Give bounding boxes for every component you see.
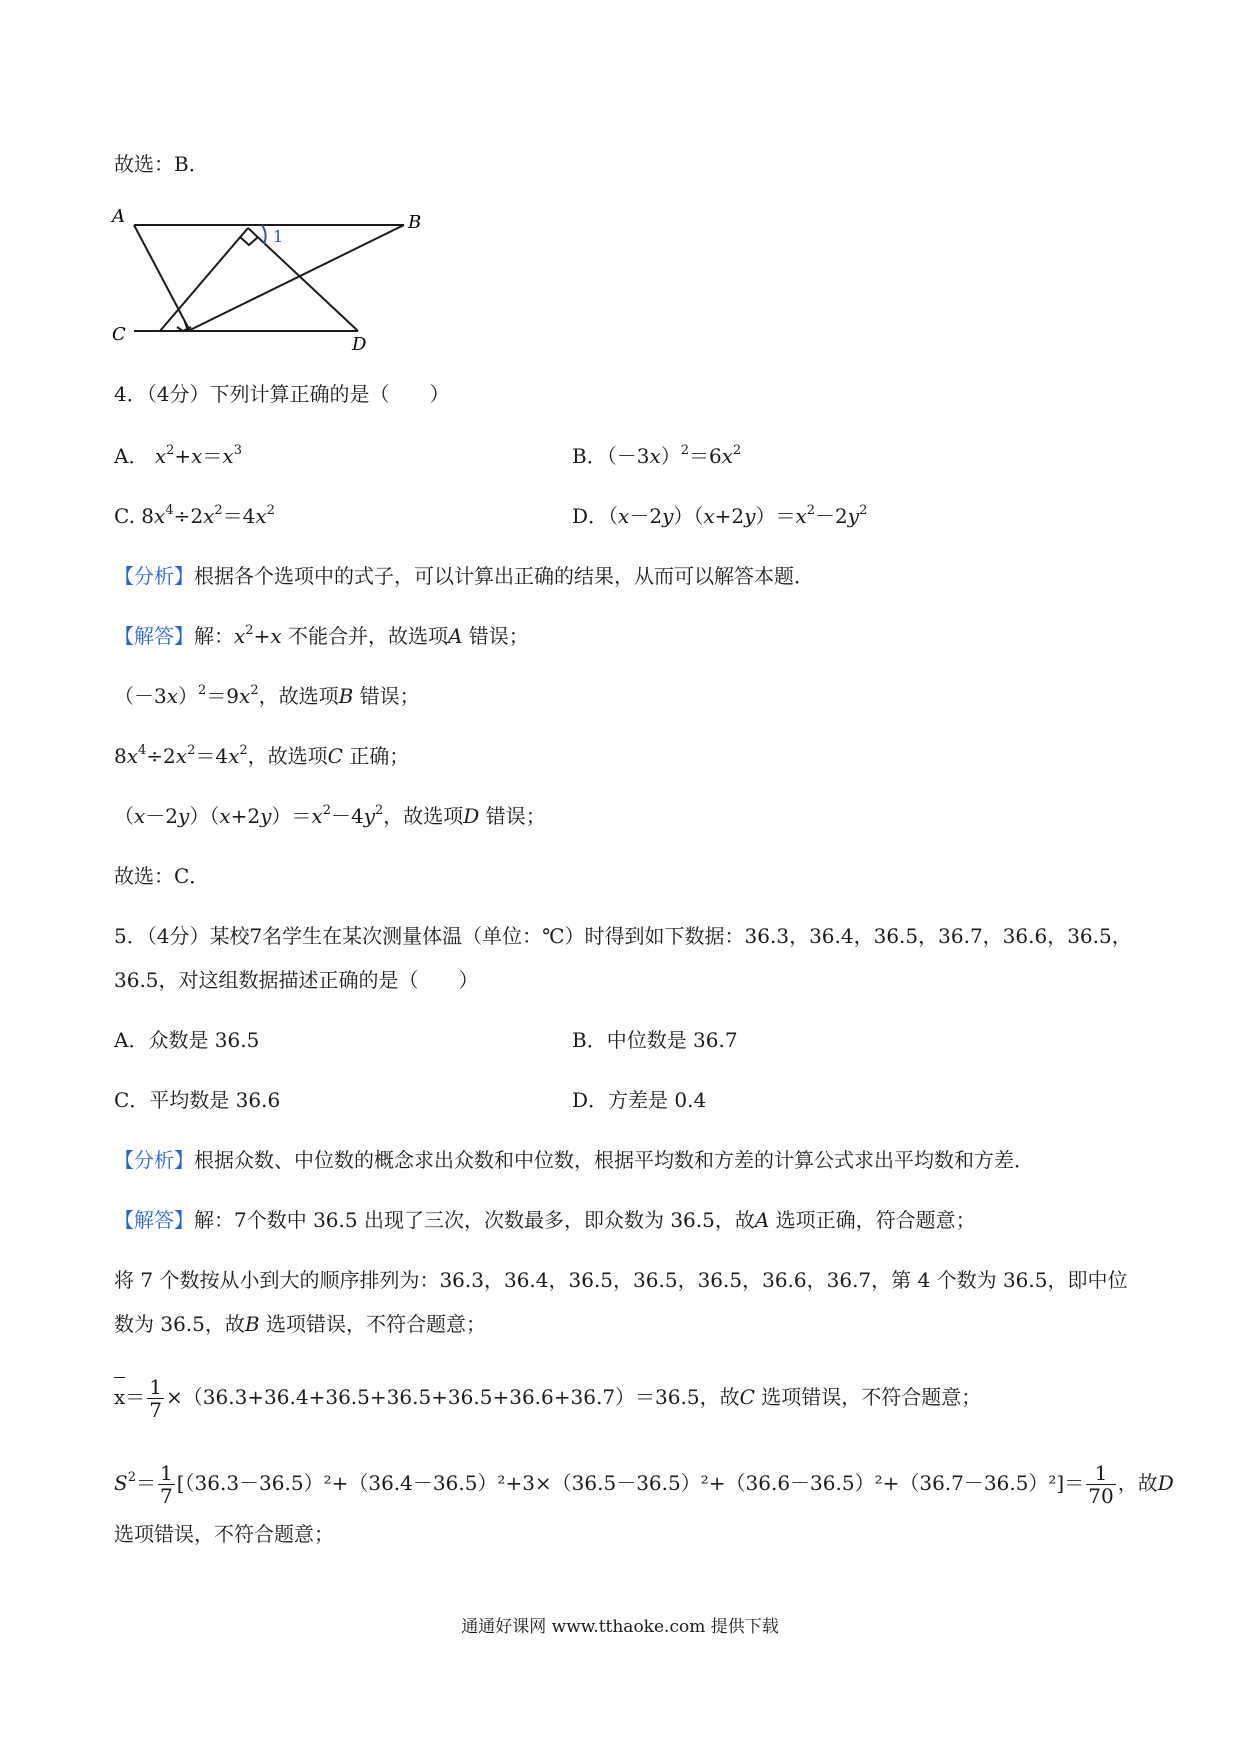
fraction-one-seventh-variance: $\frac{1}{7}$	[159, 1461, 173, 1508]
point-b: B	[408, 212, 422, 233]
q4-answer-line4: $(x-2y)(x+2y)=x^2-4y^2$，故选项D 错误；	[114, 803, 546, 828]
mean-symbol: x	[114, 1385, 126, 1409]
q5-option-a: A．众数是 36.5	[114, 1028, 260, 1052]
q5-variance-line: $S^2=$ $\frac{1}{7}$ [（36.3－36.5）²+（36.4－36.5）²+3×（36.5－36.5）²+（36.6－36.5）²+（36.7－36.5）²]＝ $\frac{1}{70}$ ，故D	[114, 1461, 1174, 1508]
page-footer: 通通好课网 www.tthaoke.com 提供下载	[461, 1617, 779, 1637]
prev-answer: 故选：B．	[114, 152, 209, 176]
q4-analysis: 【分析】根据各个选项中的式子，可以计算出正确的结果，从而可以解答本题．	[114, 564, 814, 588]
q5-stem-line2: 36.5，对这组数据描述正确的是（ ）	[114, 968, 479, 992]
point-d: D	[352, 334, 367, 350]
q4-answer-line2: $(-3x)^2=9x^2$，故选项B 错误；	[114, 683, 420, 708]
point-c: C	[112, 324, 126, 345]
q4-option-b: B．$(-3x)^2=6x^2$	[572, 443, 742, 468]
q5-mean-line: x＝ $\frac{1}{7}$ ×（36.3+36.4+36.5+36.5+36.5+36.6+36.7）＝36.5，故C 选项错误，不符合题意；	[114, 1375, 982, 1422]
q5-answer-line2: 将 7 个数按从小到大的顺序排列为：36.3，36.4，36.5，36.5，36.5，36.6，36.7，第 4 个数为 36.5，即中位	[114, 1268, 1128, 1292]
q5-option-c: C．平均数是 36.6	[114, 1088, 281, 1112]
q5-answer-line1: 【解答】解：7个数中 36.5 出现了三次，次数最多，即众数为 36.5，故A 选项正确，符合题意；	[114, 1208, 976, 1232]
fraction-one-seventh: $\frac{1}{7}$	[149, 1375, 163, 1422]
geometry-figure	[108, 200, 438, 350]
q5-option-b: B．中位数是 36.7	[572, 1028, 738, 1052]
q5-answer-line3: 数为 36.5，故B 选项错误，不符合题意；	[114, 1312, 486, 1336]
q4-option-c: C. $8x^4\div 2x^2=4x^2$	[114, 503, 275, 528]
q4-stem: 4．（4分）下列计算正确的是（ ）	[114, 382, 450, 406]
q4-answer-line1: 【解答】解：$x^2+x$ 不能合并，故选项A 错误；	[114, 623, 529, 648]
q5-variance-line2: 选项错误，不符合题意；	[114, 1522, 334, 1546]
q4-option-d: D．$(x-2y)(x+2y)=x^2-2y^2$	[572, 503, 868, 528]
fraction-one-seventieth: $\frac{1}{70}$	[1088, 1461, 1114, 1508]
q4-option-a: A． $x^2+x=x^3$	[114, 443, 242, 468]
q4-final-answer: 故选：C．	[114, 864, 210, 888]
q5-option-d: D．方差是 0.4	[572, 1088, 707, 1112]
point-a: A	[112, 206, 125, 227]
q4-answer-line3: $8x^4\div 2x^2=4x^2$，故选项C 正确；	[114, 743, 410, 768]
angle-label: 1	[273, 227, 284, 246]
q5-stem-line1: 5．（4分）某校7名学生在某次测量体温（单位：℃）时得到如下数据：36.3，36.4，36.5，36.7，36.6，36.5，	[114, 924, 1132, 948]
q5-analysis: 【分析】根据众数、中位数的概念求出众数和中位数，根据平均数和方差的计算公式求出平均数和方差．	[114, 1148, 1034, 1172]
